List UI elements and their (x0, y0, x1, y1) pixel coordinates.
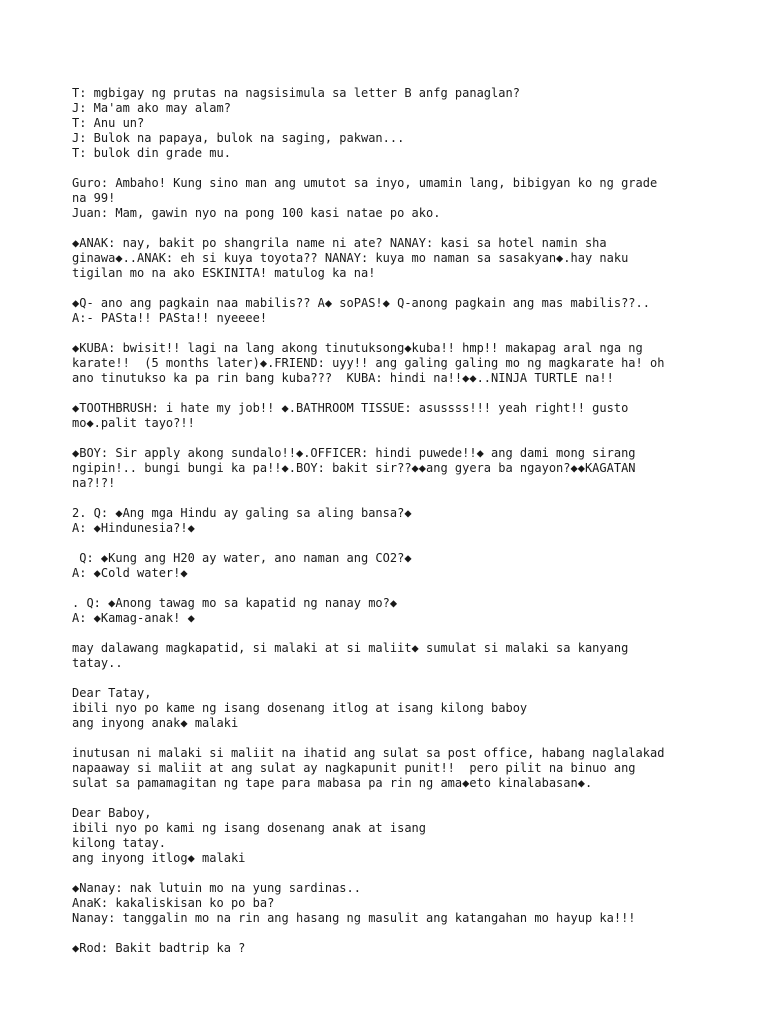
text-line: Dear Baboy, (72, 806, 152, 820)
text-line: ◆Q- ano ang pagkain naa mabilis?? A◆ soPAS!◆ Q-anong pagkain ang mas mabilis??.. (72, 296, 650, 310)
paragraph (72, 551, 732, 581)
text-line: ibili nyo po kame ng isang dosenang itlog at isang kilong baboy (72, 701, 528, 715)
text-line: na 99! (72, 191, 116, 205)
paragraph (72, 596, 732, 626)
text-line: J: Ma'am ako may alam? (72, 101, 231, 115)
paragraph (72, 686, 732, 731)
text-line: ibili nyo po kami ng isang dosenang anak at isang (72, 821, 427, 835)
paragraph (72, 446, 732, 491)
text-line: Nanay: tanggalin mo na rin ang hasang ng masulit ang katangahan mo hayup ka!!! (72, 911, 636, 925)
paragraph (72, 806, 732, 866)
text-line: Dear Tatay, (72, 686, 152, 700)
paragraph (72, 506, 732, 536)
text-line: A: ◆Hindunesia?!◆ (72, 521, 195, 535)
text-line: ◆Nanay: nak lutuin mo na yung sardinas.. (72, 881, 361, 895)
text-line: may dalawang magkapatid, si malaki at si maliit◆ sumulat si malaki sa kanyang (72, 641, 629, 655)
paragraph (72, 86, 732, 161)
paragraph (72, 941, 732, 956)
text-line: napaaway si maliit at ang sulat ay nagkapunit punit!! pero pilit na binuo ang (72, 761, 636, 775)
text-line: na?!?! (72, 476, 116, 490)
text-line: karate!! (5 months later)◆.FRIEND: uyy!! ang galing galing mo ng magkarate ha! oh (72, 356, 665, 370)
text-line: T: Anu un? (72, 116, 145, 130)
paragraph (72, 746, 732, 791)
text-line: T: bulok din grade mu. (72, 146, 231, 160)
text-line: Juan: Mam, gawin nyo na pong 100 kasi natae po ako. (72, 206, 441, 220)
text-line: . Q: ◆Anong tawag mo sa kapatid ng nanay mo?◆ (72, 596, 398, 610)
text-line: ◆ANAK: nay, bakit po shangrila name ni ate? NANAY: kasi sa hotel namin sha (72, 236, 607, 250)
text-line: AnaK: kakaliskisan ko po ba? (72, 896, 275, 910)
text-line: 2. Q: ◆Ang mga Hindu ay galing sa aling bansa?◆ (72, 506, 412, 520)
text-line: tigilan mo na ako ESKINITA! matulog ka na! (72, 266, 376, 280)
text-line: tatay.. (72, 656, 123, 670)
text-line: ngipin!.. bungi bungi ka pa!!◆.BOY: bakit sir??◆◆ang gyera ba ngayon?◆◆KAGATAN (72, 461, 636, 475)
text-line: ang inyong itlog◆ malaki (72, 851, 246, 865)
text-line: T: mgbigay ng prutas na nagsisimula sa letter B anfg panaglan? (72, 86, 520, 100)
text-line: ◆BOY: Sir apply akong sundalo!!◆.OFFICER: hindi puwede!!◆ ang dami mong sirang (72, 446, 636, 460)
text-line: ◆KUBA: bwisit!! lagi na lang akong tinutuksong◆kuba!! hmp!! makapag aral nga ng (72, 341, 643, 355)
paragraph (72, 176, 732, 221)
text-line: A:- PASta!! PASta!! nyeeee! (72, 311, 268, 325)
paragraph (72, 341, 732, 386)
text-line: ginawa◆..ANAK: eh si kuya toyota?? NANAY: kuya mo naman sa sasakyan◆.hay naku (72, 251, 629, 265)
text-line: ◆Rod: Bakit badtrip ka ? (72, 941, 246, 955)
text-line: Guro: Ambaho! Kung sino man ang umutot sa inyo, umamin lang, bibigyan ko ng grade (72, 176, 658, 190)
text-line: A: ◆Kamag-anak! ◆ (72, 611, 195, 625)
document-body (72, 86, 732, 971)
text-line: ano tinutukso ka pa rin bang kuba??? KUBA: hindi na!!◆◆..NINJA TURTLE na!! (72, 371, 614, 385)
paragraph (72, 881, 732, 926)
paragraph (72, 236, 732, 281)
text-line: A: ◆Cold water!◆ (72, 566, 188, 580)
paragraph (72, 401, 732, 431)
text-line: ang inyong anak◆ malaki (72, 716, 239, 730)
text-line: Q: ◆Kung ang H20 ay water, ano naman ang CO2?◆ (72, 551, 412, 565)
text-line: mo◆.palit tayo?!! (72, 416, 195, 430)
text-line: J: Bulok na papaya, bulok na saging, pakwan... (72, 131, 405, 145)
paragraph (72, 641, 732, 671)
paragraph (72, 296, 732, 326)
text-line: sulat sa pamamagitan ng tape para mabasa pa rin ng ama◆eto kinalabasan◆. (72, 776, 593, 790)
text-line: inutusan ni malaki si maliit na ihatid ang sulat sa post office, habang naglalakad (72, 746, 665, 760)
text-line: kilong tatay. (72, 836, 166, 850)
text-line: ◆TOOTHBRUSH: i hate my job!! ◆.BATHROOM TISSUE: asussss!!! yeah right!! gusto (72, 401, 629, 415)
